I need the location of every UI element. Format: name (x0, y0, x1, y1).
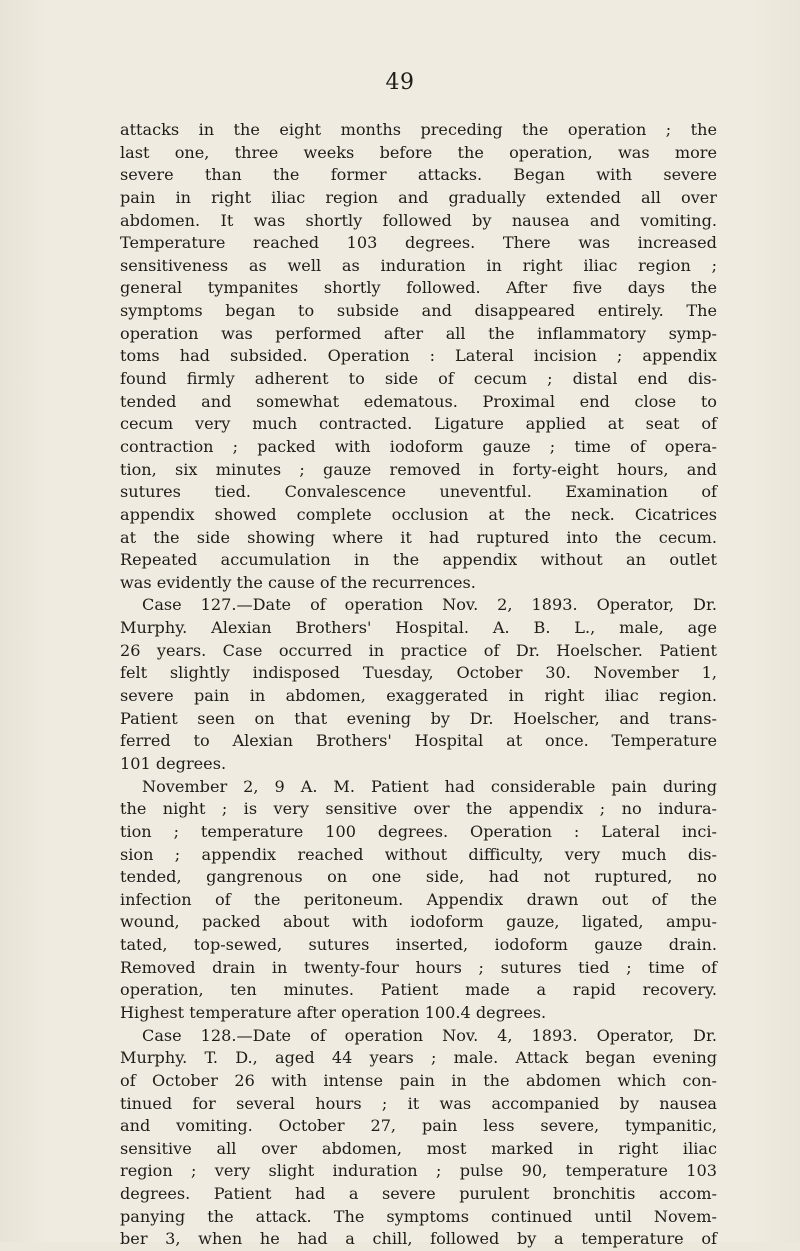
text-line: Highest temperature after operation 100.4 degrees. (120, 1002, 547, 1022)
text-line: Case 127.—Date of operation Nov. 2, 1893. Operator, Dr. (142, 595, 717, 615)
text-line: toms had subsided. Operation : Lateral incision ; appendix (120, 346, 717, 366)
text-line: Murphy. Alexian Brothers' Hospital. A. B. L., male, age (120, 618, 717, 638)
text-line: operation was performed after all the inflammatory symp- (120, 323, 717, 343)
text-line: Murphy. T. D., aged 44 years ; male. Attack began evening (120, 1048, 717, 1068)
text-line: cecum very much contracted. Ligature applied at seat of (120, 414, 717, 434)
text-line: Repeated accumulation in the appendix without an outlet (120, 550, 717, 570)
text-line: operation, ten minutes. Patient made a rapid recovery. (120, 980, 717, 1000)
text-line: region ; very slight induration ; pulse 90, temperature 103 (120, 1161, 717, 1181)
text-line: the night ; is very sensitive over the appendix ; no indura- (120, 799, 717, 819)
text-line: found firmly adherent to side of cecum ; distal end dis- (120, 369, 717, 389)
text-line: general tympanites shortly followed. After five days the (120, 278, 717, 298)
text-line: sensitive all over abdomen, most marked in right iliac (120, 1138, 717, 1158)
text-line: infection of the peritoneum. Appendix drawn out of the (120, 889, 717, 909)
text-line: attacks in the eight months preceding the operation ; the (120, 120, 717, 139)
text-line: felt slightly indisposed Tuesday, October 30. November 1, (120, 663, 717, 683)
text-line: November 2, 9 A. M. Patient had considerable pain during (142, 776, 717, 796)
text-line: abdomen. It was shortly followed by nausea and vomiting. (120, 210, 717, 230)
text-line: sion ; appendix reached without difficulty, very much dis- (120, 844, 717, 864)
text-line: 26 years. Case occurred in practice of Dr. Hoelscher. Patient (120, 640, 717, 660)
page-number: 49 (385, 70, 415, 95)
text-line: tinued for several hours ; it was accompanied by nausea (120, 1093, 717, 1113)
text-line: tended, gangrenous on one side, had not ruptured, no (120, 867, 717, 887)
text-line: contraction ; packed with iodoform gauze ; time of opera- (120, 436, 717, 456)
text-line: degrees. Patient had a severe purulent bronchitis accom- (120, 1184, 717, 1204)
text-line: last one, three weeks before the operation, was more (120, 142, 717, 162)
text-line: severe pain in abdomen, exaggerated in right iliac region. (120, 686, 717, 706)
text-line: at the side showing where it had ruptured into the cecum. (120, 527, 717, 547)
text-line: and vomiting. October 27, pain less severe, tympanitic, (120, 1116, 717, 1136)
text-line: severe than the former attacks. Began with severe (120, 165, 717, 185)
text-line: Temperature reached 103 degrees. There was increased (120, 233, 717, 253)
text-line: sutures tied. Convalescence uneventful. Examination of (120, 482, 717, 502)
text-line: of October 26 with intense pain in the abdomen which con- (120, 1070, 717, 1090)
text-line: Case 128.—Date of operation Nov. 4, 1893. Operator, Dr. (142, 1025, 717, 1045)
text-line: tated, top-sewed, sutures inserted, iodoform gauze drain. (120, 935, 717, 955)
text-line: Patient seen on that evening by Dr. Hoelscher, and trans- (120, 708, 717, 728)
text-line: tion, six minutes ; gauze removed in forty-eight hours, and (120, 459, 717, 479)
text-line: symptoms began to subside and disappeared entirely. The (120, 301, 717, 321)
text-line: was evidently the cause of the recurrences. (120, 572, 476, 592)
text-line: sensitiveness as well as induration in right iliac region ; (120, 255, 717, 275)
text-line: ferred to Alexian Brothers' Hospital at once. Temperature (120, 731, 717, 751)
text-line: panying the attack. The symptoms continued until Novem- (120, 1206, 717, 1226)
text-line: ber 3, when he had a chill, followed by a temperature of (120, 1229, 717, 1249)
text-line: pain in right iliac region and gradually extended all over (120, 187, 717, 207)
text-line: tended and somewhat edematous. Proximal end close to (120, 391, 717, 411)
text-line: wound, packed about with iodoform gauze, ligated, ampu- (120, 912, 717, 932)
text-line: appendix showed complete occlusion at the neck. Cicatrices (120, 504, 717, 524)
text-line: tion ; temperature 100 degrees. Operation : Lateral inci- (120, 821, 717, 841)
text-line: 101 degrees. (120, 753, 227, 773)
body-text (120, 119, 717, 1251)
text-line: Removed drain in twenty-four hours ; sutures tied ; time of (120, 957, 717, 977)
